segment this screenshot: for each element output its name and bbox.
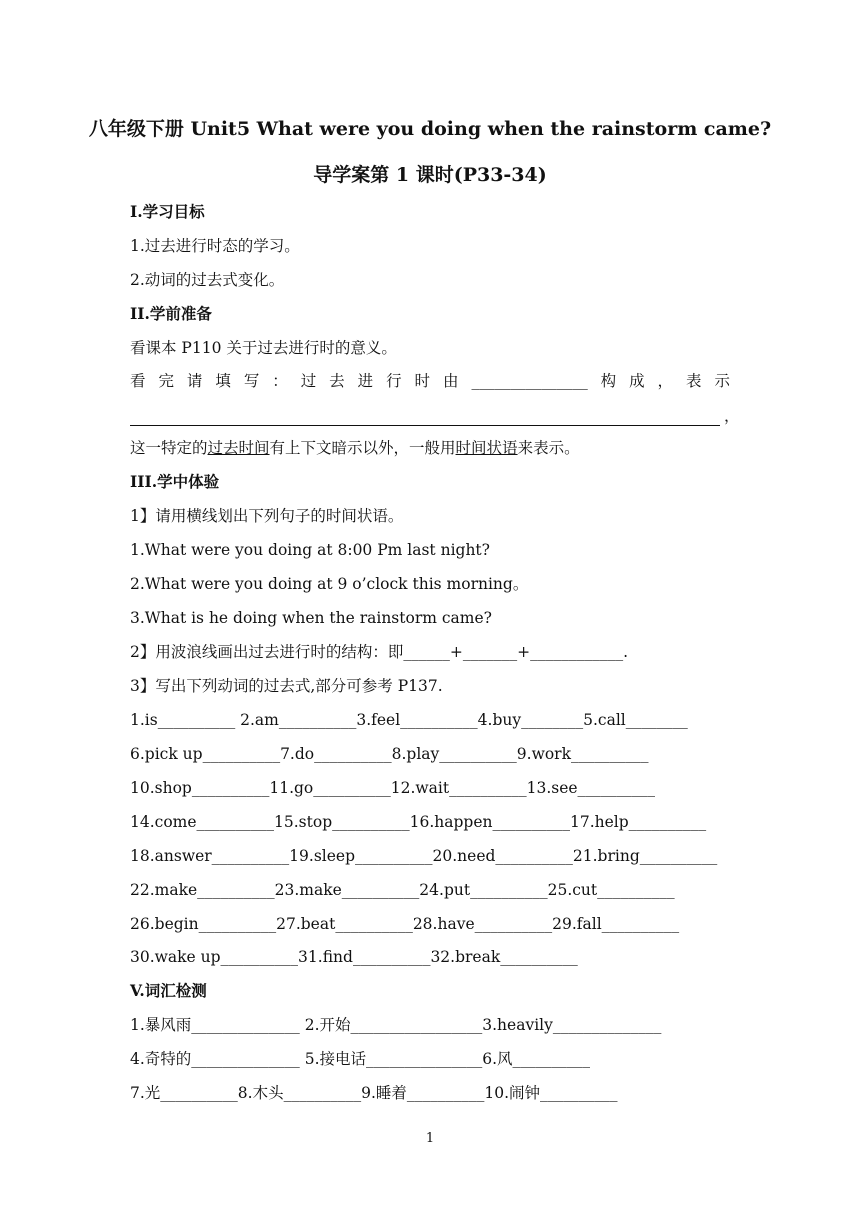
prep-line-3: [130, 437, 730, 459]
fill-char: 成: [629, 372, 645, 390]
fill-char: 填: [215, 372, 231, 390]
verb-row: 22.make__________23.make__________24.put__________25.cut__________: [130, 881, 675, 899]
fill-char: 示: [714, 372, 730, 390]
fill-char: ，: [657, 372, 674, 390]
verb-row: 1.is__________ 2.am__________3.feel__________4.buy________5.call________: [130, 711, 688, 729]
text-run: 这一特定的: [130, 439, 208, 457]
section-2-heading: II.学前准备: [130, 304, 212, 323]
fill-char: 行: [386, 372, 402, 390]
section-3-heading: III.学中体验: [130, 472, 220, 491]
title-line-1: 八年级下册 Unit5 What were you doing when the rainstorm came?: [88, 118, 772, 140]
goal-item: 1.过去进行时态的学习。: [130, 237, 300, 255]
section-5-heading: V.词汇检测: [130, 981, 207, 1000]
title-line-2: 导学案第 1 课时(P33-34): [313, 164, 547, 186]
fill-char: 进: [357, 372, 374, 390]
verb-row: 14.come__________15.stop__________16.happen__________17.help__________: [130, 813, 707, 831]
vocab-row: 4.奇特的______________ 5.接电话_______________6.风__________: [130, 1050, 591, 1068]
verb-row: 26.begin__________27.beat__________28.have__________29.fall__________: [130, 915, 680, 933]
sentence: 3.What is he doing when the rainstorm came?: [130, 609, 492, 627]
fill-char: 看: [130, 372, 146, 390]
task-3: 3】写出下列动词的过去式,部分可参考 P137.: [130, 677, 443, 695]
fill-char: 时: [414, 372, 431, 390]
task-2: 2】用波浪线画出过去进行时的结构：即______+_______+____________.: [130, 643, 629, 661]
page-number: 1: [425, 1131, 435, 1146]
section-1-heading: I.学习目标: [130, 202, 205, 221]
vocab-row: 1.暴风雨______________ 2.开始_________________3.heavily______________: [130, 1016, 662, 1034]
fill-char: 写: [243, 372, 260, 390]
fill-char: 表: [685, 372, 702, 390]
fill-blank: _______________: [471, 372, 588, 390]
fill-char: 构: [600, 372, 617, 390]
sentence: 2.What were you doing at 9 o’clock this morning。: [130, 575, 529, 593]
underlined-term: 时间状语: [455, 439, 518, 457]
fill-char: 过: [300, 372, 317, 390]
task-1: 1】请用横线划出下列句子的时间状语。: [130, 507, 404, 525]
prep-line-1: 看课本 P110 关于过去进行时的意义。: [130, 339, 397, 357]
verb-row: 18.answer__________19.sleep__________20.need__________21.bring__________: [130, 847, 718, 865]
fill-char: ：: [272, 372, 288, 390]
verb-row: 10.shop__________11.go__________12.wait__________13.see__________: [130, 779, 656, 797]
fill-char: 由: [442, 372, 459, 390]
sentence: 1.What were you doing at 8:00 Pm last night?: [130, 541, 490, 559]
answer-blank-line: [130, 425, 720, 426]
goal-item: 2.动词的过去式变化。: [130, 271, 285, 289]
verb-row: 30.wake up__________31.find__________32.break__________: [130, 948, 578, 966]
fill-char: 去: [329, 372, 345, 390]
verb-row: 6.pick up__________7.do__________8.play__________9.work__________: [130, 745, 649, 763]
fill-in-line: [130, 370, 730, 392]
end-comma: ，: [724, 407, 740, 425]
fill-char: 完: [158, 372, 174, 390]
text-run: 来表示。: [517, 439, 580, 457]
vocab-row: 7.光__________8.木头__________9.睡着__________10.闹钟__________: [130, 1084, 618, 1102]
fill-char: 请: [186, 372, 203, 390]
underlined-term: 过去时间: [207, 439, 270, 457]
text-run: 有上下文暗示以外，一般用: [269, 439, 456, 457]
